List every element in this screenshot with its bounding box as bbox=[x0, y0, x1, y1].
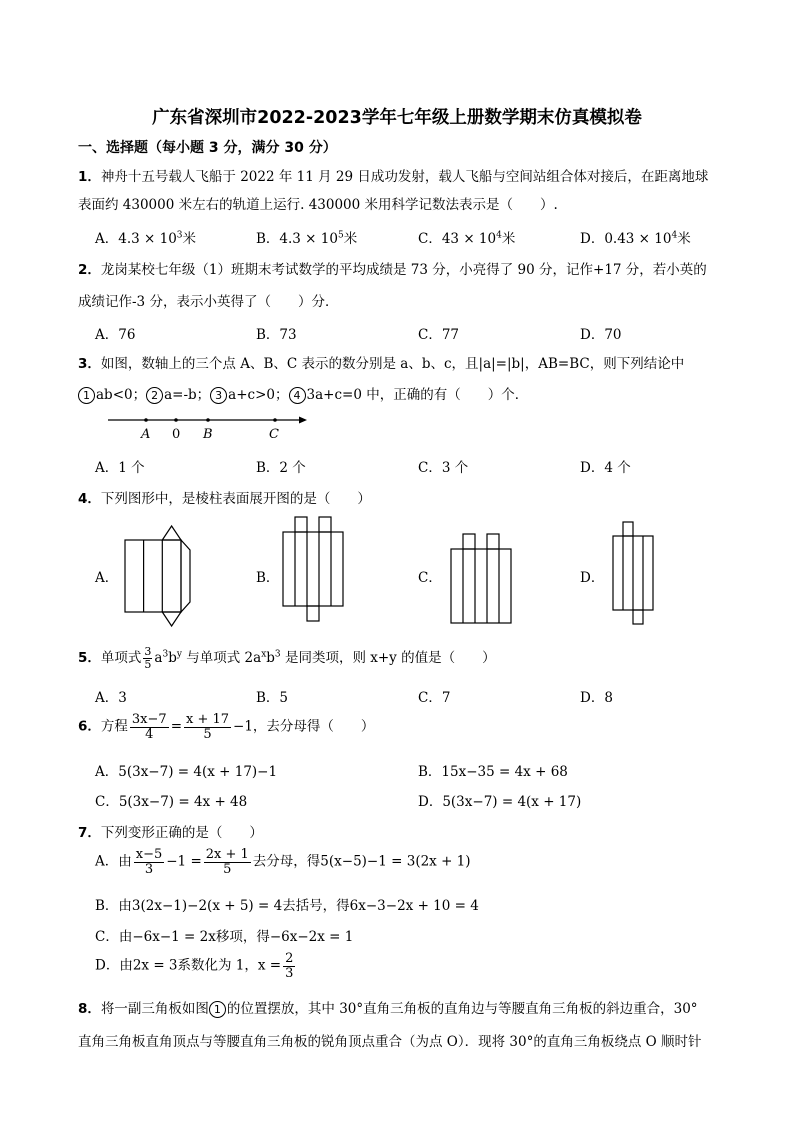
q3-option-b[interactable]: B．2 个 bbox=[256, 460, 306, 476]
number-line-figure bbox=[100, 410, 320, 444]
q4-option-a[interactable]: A． bbox=[95, 570, 119, 586]
q5-option-b[interactable]: B．5 bbox=[256, 690, 289, 706]
q2-option-c[interactable]: C．77 bbox=[418, 327, 460, 343]
q4-option-b[interactable]: B． bbox=[256, 570, 280, 586]
q5-option-d[interactable]: D．8 bbox=[580, 690, 613, 706]
q3-option-d[interactable]: D．4 个 bbox=[580, 460, 631, 476]
q6-fraction-left: $\frac{3x-7}{4}$ bbox=[131, 712, 167, 742]
point-c-dot bbox=[273, 418, 277, 422]
q1-line2: 表面约 430000 米左右的轨道上运行. 430000 米用科学记数法表示是（ ）. bbox=[78, 197, 558, 213]
q5-line: 5．单项式 $\frac{3}{5}$ $a^3b^y$ 与单项式 $2a^xb^3$ 是同类项，则 x+y 的值是（ ） bbox=[78, 645, 496, 671]
q1-option-d[interactable]: D．$0.43 \times 10^4$米 bbox=[580, 230, 691, 247]
circled-number-2: 2 bbox=[146, 387, 163, 404]
label-a: A bbox=[141, 427, 151, 442]
q3-line1: 3．如图，数轴上的三个点 A、B、C 表示的数分别是 a、b、c，且|a|=|b|，AB=BC，则下列结论中 bbox=[78, 356, 685, 372]
q1-line1: 1．神舟十五号载人飞船于 2022 年 11 月 29 日成功发射，载人飞船与空间站组合体对接后，在距离地球 bbox=[78, 169, 709, 185]
q5-option-c[interactable]: C．7 bbox=[418, 690, 451, 706]
net-figure-a[interactable] bbox=[118, 522, 198, 632]
q2-option-d[interactable]: D．70 bbox=[580, 327, 622, 343]
point-b-dot bbox=[206, 418, 210, 422]
q7d-fraction: $\frac{2}{3}$ bbox=[285, 951, 294, 981]
q2-line1: 2．龙岗某校七年级（1）班期末考试数学的平均成绩是 73 分，小亮得了 90 分，记作+17 分，若小英的 bbox=[78, 262, 707, 278]
label-c: C bbox=[269, 427, 279, 442]
circled-number-3: 3 bbox=[210, 387, 227, 404]
q6-option-d[interactable]: D．5(3x−7) = 4(x + 17) bbox=[418, 794, 582, 810]
point-a-dot bbox=[144, 418, 148, 422]
q7-option-b[interactable]: B．由3(2x−1)−2(x + 5) = 4去括号，得6x−3−2x + 10 = 4 bbox=[95, 898, 479, 914]
net-figure-d[interactable] bbox=[608, 518, 658, 630]
q6-option-b[interactable]: B．15x−35 = 4x + 68 bbox=[418, 764, 568, 780]
q3-option-a[interactable]: A．1 个 bbox=[95, 460, 145, 476]
circled-number-1: 1 bbox=[209, 1001, 226, 1018]
number-line-arrow bbox=[299, 417, 307, 424]
circled-number-4: 4 bbox=[289, 387, 306, 404]
net-figure-b[interactable] bbox=[278, 514, 348, 626]
q1-option-b[interactable]: B．$4.3 \times 10^5$米 bbox=[256, 230, 358, 247]
q6-fraction-right: $\frac{x + 17}{5}$ bbox=[186, 712, 230, 742]
q3-line2: 1 ab<0； 2 a=-b； 3 a+c>0； 4 3a+c=0 中，正确的有（ ）个． bbox=[78, 383, 528, 404]
q4-line: 4．下列图形中，是棱柱表面展开图的是（ ） bbox=[78, 491, 371, 507]
q7a-fraction-left: $\frac{x-5}{3}$ bbox=[135, 847, 163, 877]
q7-line: 7．下列变形正确的是（ ） bbox=[78, 825, 263, 841]
q2-option-b[interactable]: B．73 bbox=[256, 327, 297, 343]
page-title: 广东省深圳市2022-2023学年七年级上册数学期末仿真模拟卷 bbox=[152, 108, 642, 128]
point-o-dot bbox=[174, 418, 178, 422]
q7-option-c[interactable]: C．由−6x−1 = 2x移项，得−6x−2x = 1 bbox=[95, 929, 354, 945]
q2-line2: 成绩记作-3 分，表示小英得了（ ）分． bbox=[78, 294, 339, 310]
q6-line: 6．方程 $\frac{3x-7}{4}$ = $\frac{x + 17}{5}$ −1，去分母得（ ） bbox=[78, 712, 375, 742]
q4-option-d[interactable]: D． bbox=[580, 570, 605, 586]
q1-option-a[interactable]: A．$4.3 \times 10^3$米 bbox=[95, 230, 197, 247]
q8-line1: 8．将一副三角板如图 1 的位置摆放，其中 30°直角三角板的直角边与等腰直角三角板的斜边重合，30° bbox=[78, 1001, 698, 1017]
net-figure-c[interactable] bbox=[446, 524, 516, 626]
q6-option-a[interactable]: A．5(3x−7) = 4(x + 17)−1 bbox=[95, 764, 278, 780]
q5-fraction: $\frac{3}{5}$ bbox=[144, 645, 152, 671]
q5-option-a[interactable]: A．3 bbox=[95, 690, 127, 706]
circled-number-1: 1 bbox=[78, 387, 95, 404]
q7a-fraction-right: $\frac{2x + 1}{5}$ bbox=[205, 847, 249, 877]
q1-option-c[interactable]: C．$43 \times 10^4$米 bbox=[418, 230, 516, 247]
label-b: B bbox=[203, 427, 213, 442]
label-o: 0 bbox=[172, 427, 181, 442]
section-heading: 一、选择题（每小题 3 分，满分 30 分） bbox=[78, 140, 337, 156]
q7-option-d[interactable]: D．由2x = 3系数化为 1，x = $\frac{2}{3}$ bbox=[95, 951, 294, 981]
q6-option-c[interactable]: C．5(3x−7) = 4x + 48 bbox=[95, 794, 248, 810]
q2-option-a[interactable]: A．76 bbox=[95, 327, 136, 343]
q4-option-c[interactable]: C． bbox=[418, 570, 442, 586]
q7-option-a[interactable]: A．由 $\frac{x-5}{3}$ −1 = $\frac{2x + 1}{5}$ 去分母，得5(x−5)−1 = 3(2x + 1) bbox=[95, 847, 471, 877]
q3-option-c[interactable]: C．3 个 bbox=[418, 460, 469, 476]
q8-line2: 直角三角板直角顶点与等腰直角三角板的锐角顶点重合（为点 O）．现将 30°的直角三角板绕点 O 顺时针 bbox=[78, 1034, 702, 1050]
